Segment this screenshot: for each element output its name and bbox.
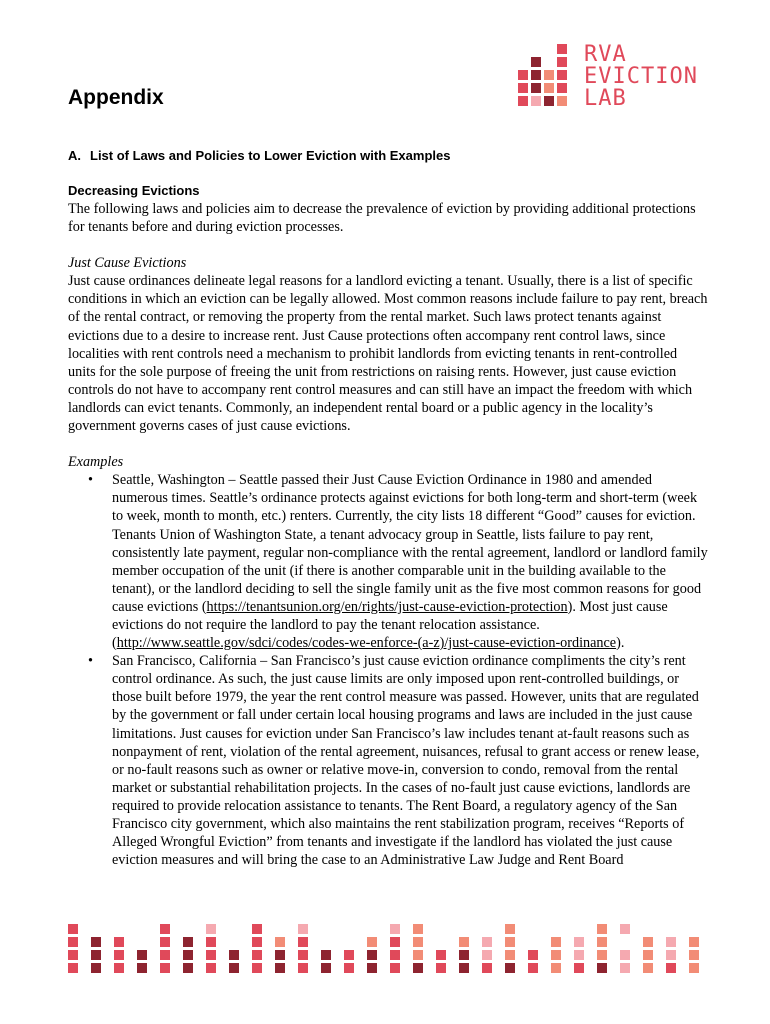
logo-square (505, 963, 515, 973)
logo-square (68, 937, 78, 947)
logo-square (689, 963, 699, 973)
example-san-francisco: • San Francisco, California – San Francisco’s just cause eviction ordinance compliments the city’s rent control ordinance. As such, the just cause limits are only imposed upon rent-controlled buildings, or those built before 1979, the year the rent control measure was passed. However, units that are regulated by the government or fall under certain local housing programs and laws are included in the just cause limitations. Just causes for eviction under San Francisco’s law includes tenant at-fault reasons such as nonpayment of rent, violation of the rental agreement, nuisances, refusal to grant access or renew lease, or no-fault reasons such as owner or relative move-in, conversion to condo, removal from the rental market or substantial rehabilitation projects. In the cases of no-fault just cause evictions, landlords are required to provide relocation assistance to tenants. The Rent Board, a regulatory agency of the San Francisco city government, which also maintains the rent stabilization program, receives “Reports of Alleged Wrongful Eviction” from tenants and investigate if the landlord has violated the just cause eviction measures and will bring the case to an Administrative Law Judge and Rent Board (88, 653, 700, 869)
logo-square (160, 924, 170, 934)
logo-square (531, 96, 541, 106)
logo-square (413, 963, 423, 973)
logo-square (91, 950, 101, 960)
logo-square (160, 950, 170, 960)
logo-square (390, 950, 400, 960)
logo-square (689, 950, 699, 960)
seattle-gov-link[interactable]: http://www.seattle.gov/sdci/codes/codes-we-enforce-(a-z)/just-cause-eviction-ordinance (116, 635, 617, 652)
logo-square (551, 950, 561, 960)
section-heading (68, 148, 450, 163)
logo-square (482, 937, 492, 947)
logo-square (114, 937, 124, 947)
logo-square (643, 963, 653, 973)
just-cause-paragraph: Just cause ordinances delineate legal reasons for a landlord evicting a tenant. Usually, there is a list of specific conditions in which an eviction can be legally allowed. Most common reasons include failure to pay rent, breach of the rental contract, or removing the property from the rental market. Such laws protect tenants against evictions due to a desire to increase rent. Just Cause protections often accompany rent control laws, since localities with rent controls need a mechanism to prohibit landlords from evicting tenants in rent-controlled units for the sole purpose of freeing the unit from restrictions on raising rents. However, just cause eviction controls do not have to accompany rent control measures and can still have an impact the freedom with which landlords can evict tenants. Commonly, an independent rental board or a public agency in the locality’s government governs cases of just cause evictions. (68, 273, 708, 435)
logo-square (298, 950, 308, 960)
logo-square (528, 963, 538, 973)
logo-square (390, 963, 400, 973)
logo-square (91, 937, 101, 947)
logo-square (68, 963, 78, 973)
logo-square (597, 963, 607, 973)
section-title: List of Laws and Policies to Lower Eviction with Examples (90, 148, 451, 163)
logo-square (643, 937, 653, 947)
logo-square (666, 963, 676, 973)
logo-square (91, 963, 101, 973)
logo-square (574, 963, 584, 973)
logo-square (643, 950, 653, 960)
examples-list (68, 471, 708, 869)
logo-line-eviction: EVICTION (584, 64, 698, 89)
logo-square (597, 950, 607, 960)
logo-square (252, 963, 262, 973)
logo-square (321, 963, 331, 973)
logo-square (597, 937, 607, 947)
body-text (68, 182, 708, 869)
logo-square (531, 57, 541, 67)
logo-square (206, 950, 216, 960)
logo-square (367, 963, 377, 973)
logo-square (390, 924, 400, 934)
logo-square (252, 950, 262, 960)
logo-square (528, 950, 538, 960)
logo-square (413, 950, 423, 960)
logo-square (666, 950, 676, 960)
logo-square (183, 937, 193, 947)
logo-square (183, 950, 193, 960)
logo-square (505, 937, 515, 947)
logo-square (436, 950, 446, 960)
logo-square (229, 963, 239, 973)
logo-square (689, 937, 699, 947)
logo-square (206, 937, 216, 947)
logo-square (298, 924, 308, 934)
logo-square (114, 950, 124, 960)
logo-square (574, 937, 584, 947)
logo-square (206, 963, 216, 973)
section-number: A. (68, 148, 81, 163)
footer-decorative-squares (68, 924, 708, 984)
logo-square (505, 924, 515, 934)
logo-square (482, 950, 492, 960)
logo-line-lab: LAB (584, 86, 627, 111)
logo-square (160, 937, 170, 947)
logo-square (413, 924, 423, 934)
tenants-union-link[interactable]: https://tenantsunion.org/en/rights/just-cause-eviction-protection (206, 598, 568, 615)
logo-wordmark (584, 44, 698, 110)
logo-square (459, 963, 469, 973)
logo-square (344, 950, 354, 960)
logo-square (557, 70, 567, 80)
logo-square (544, 70, 554, 80)
logo-square (557, 96, 567, 106)
bullet: • (88, 653, 93, 670)
logo-square (229, 950, 239, 960)
logo-square (252, 924, 262, 934)
logo-square (544, 83, 554, 93)
decreasing-evictions-intro: The following laws and policies aim to decrease the prevalence of eviction by providing additional protections for tenants before and during eviction processes. (68, 201, 696, 236)
decreasing-evictions-heading: Decreasing Evictions (68, 183, 200, 198)
just-cause-heading: Just Cause Evictions (68, 255, 187, 272)
logo-square (531, 70, 541, 80)
logo-mark (518, 44, 568, 108)
logo-square (551, 937, 561, 947)
logo-square (557, 44, 567, 54)
logo-square (68, 924, 78, 934)
logo-square (390, 937, 400, 947)
logo-square (275, 963, 285, 973)
logo-square (459, 950, 469, 960)
logo-square (275, 937, 285, 947)
logo-square (298, 963, 308, 973)
logo-square (574, 950, 584, 960)
logo-square (321, 950, 331, 960)
logo-square (666, 937, 676, 947)
logo-square (518, 83, 528, 93)
logo-square (505, 950, 515, 960)
logo-square (252, 937, 262, 947)
logo-square (620, 963, 630, 973)
logo-square (518, 70, 528, 80)
logo-square (413, 937, 423, 947)
example-seattle: • Seattle, Washington – Seattle passed their Just Cause Eviction Ordinance in 1980 and amended numerous times. Seattle’s ordinance protects against evictions for both long-term and short-term (week to week, month to month, etc.) renters. Currently, the city lists 18 different “Good” causes for eviction. Tenants Union of Washington State, a tenant advocacy group in Seattle, lists failure to pay rent, consistently late payment, regular non-compliance with the rental agreement, landlord or landlord family member occupation of the unit (if there is another comparable unit in the building available to the tenant), or the landlord deciding to sell the single family unit as the five most common reasons for good cause evictions (https://tenantsunion.org/en/rights/just-cause-eviction-protection). Most just cause evictions do not require the landlord to pay the tenant relocation assistance. (http://www.seattle.gov/sdci/codes/codes-we-enforce-(a-z)/just-cause-eviction-ordinance). (88, 472, 708, 652)
logo-square (114, 963, 124, 973)
logo-square (557, 83, 567, 93)
logo-square (544, 96, 554, 106)
logo-square (436, 963, 446, 973)
logo-square (344, 963, 354, 973)
logo-square (137, 963, 147, 973)
logo-square (557, 57, 567, 67)
logo-square (367, 950, 377, 960)
logo-square (367, 937, 377, 947)
logo-square (620, 950, 630, 960)
logo-square (137, 950, 147, 960)
logo-square (551, 963, 561, 973)
logo-square (206, 924, 216, 934)
logo-square (298, 937, 308, 947)
logo-square (275, 950, 285, 960)
logo-square (531, 83, 541, 93)
page-title: Appendix (68, 86, 164, 109)
logo-square (160, 963, 170, 973)
logo-square (620, 924, 630, 934)
logo-square (518, 96, 528, 106)
logo-square (459, 937, 469, 947)
examples-heading: Examples (68, 454, 124, 471)
bullet: • (88, 472, 93, 489)
logo-square (68, 950, 78, 960)
logo-square (183, 963, 193, 973)
logo-square (597, 924, 607, 934)
logo-line-rva: RVA (584, 42, 627, 67)
logo-square (482, 963, 492, 973)
